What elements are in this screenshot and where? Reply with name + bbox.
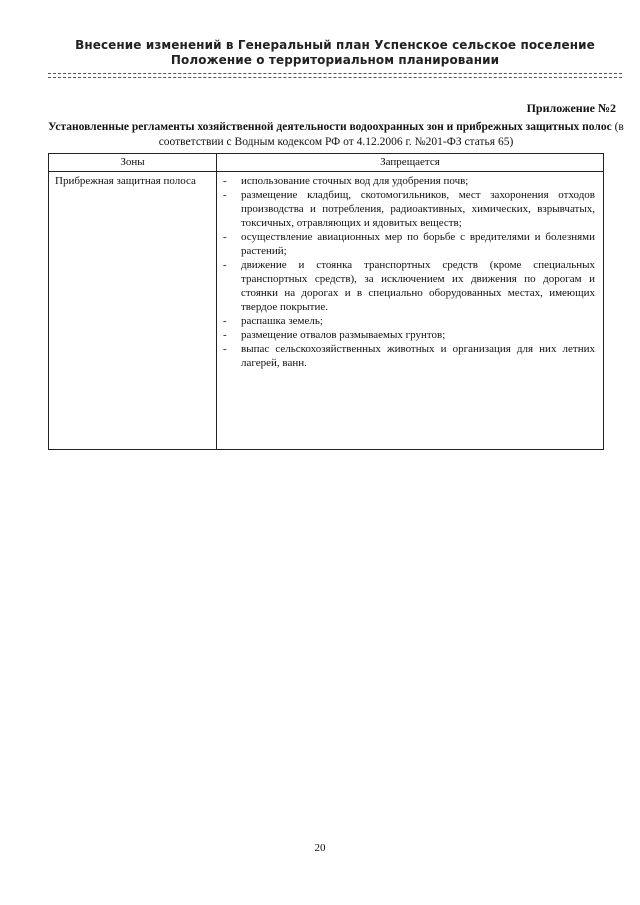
table-header-row bbox=[49, 154, 604, 172]
list-item bbox=[223, 258, 595, 314]
list-item-text: размещение кладбищ, скотомогильников, мест захоронения отходов производства и потребления, радиоактивных, химических, взрывчатых, токсичных, отравляющих и ядовитых веществ; bbox=[241, 189, 595, 229]
regulations-table bbox=[48, 153, 604, 450]
list-dash: - bbox=[223, 231, 227, 243]
list-item-text: осуществление авиационных мер по борьбе с вредителями и болезнями растений; bbox=[241, 231, 595, 257]
prohibited-cell bbox=[217, 172, 604, 450]
zone-name: Прибрежная защитная полоса bbox=[55, 175, 196, 187]
list-item-text: размещение отвалов размываемых грунтов; bbox=[241, 329, 446, 341]
header-line-2: Положение о территориальном планировании bbox=[170, 53, 500, 67]
list-item bbox=[223, 188, 595, 230]
title-reference: (в соответствии с Водным кодексом РФ от 4.12.2006 г. №201-ФЗ статья 65) bbox=[158, 121, 624, 148]
appendix-label: Приложение №2 bbox=[526, 101, 616, 115]
list-item bbox=[223, 342, 595, 370]
list-item-text: использование сточных вод для удобрения почв; bbox=[241, 175, 469, 187]
title-bold-part: Установленные регламенты хозяйственной деятельности водоохранных зон и прибрежных защитных полос bbox=[48, 121, 612, 133]
header-line-1: Внесение изменений в Генеральный план Успенское сельское поселение bbox=[75, 38, 595, 52]
list-dash: - bbox=[223, 329, 227, 341]
prohibited-list bbox=[223, 174, 595, 370]
page-number: 20 bbox=[314, 842, 326, 854]
list-dash: - bbox=[223, 189, 227, 201]
list-dash: - bbox=[223, 343, 227, 355]
document-title bbox=[48, 120, 624, 150]
header-prohibited: Запрещается bbox=[217, 154, 604, 172]
list-item-text: распашка земель; bbox=[241, 315, 323, 327]
list-item bbox=[223, 314, 595, 328]
list-item bbox=[223, 328, 595, 342]
page-header bbox=[48, 38, 622, 68]
zone-cell bbox=[49, 172, 217, 450]
list-item-text: движение и стоянка транспортных средств (кроме специальных транспортных средств), за исключением их движения по дорогам и стоянки на дорогах и в специально оборудованных местах, имеющих твердое покрытие. bbox=[241, 259, 595, 313]
list-dash: - bbox=[223, 259, 227, 271]
list-item bbox=[223, 230, 595, 258]
list-dash: - bbox=[223, 175, 227, 187]
list-item bbox=[223, 174, 595, 188]
header-zones: Зоны bbox=[49, 154, 217, 172]
list-dash: - bbox=[223, 315, 227, 327]
table-row bbox=[49, 172, 604, 450]
header-divider bbox=[48, 73, 622, 78]
list-item-text: выпас сельскохозяйственных животных и организация для них летних лагерей, ванн. bbox=[241, 343, 595, 369]
